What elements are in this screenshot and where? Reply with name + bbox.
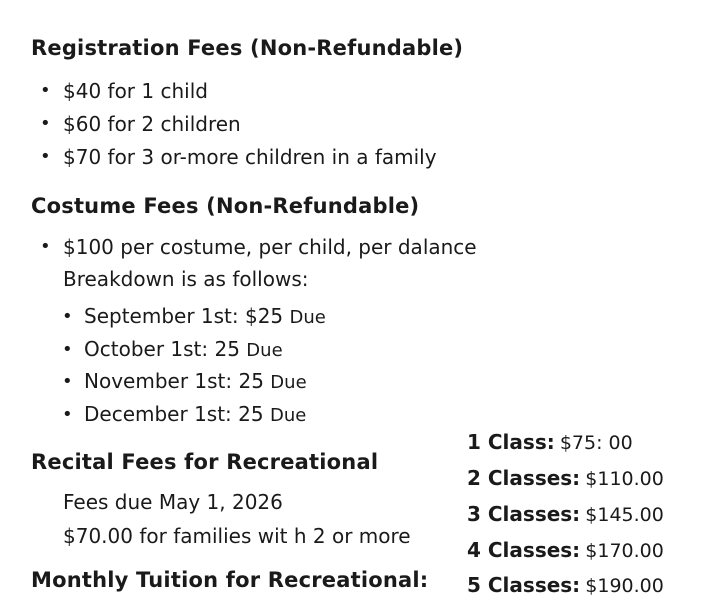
bullet-icon: • [62,371,73,392]
registration-item: $40 for 1 child [63,79,208,103]
bullet-icon: • [40,236,51,257]
bullet-icon: • [40,80,51,101]
bullet-icon: • [40,113,51,134]
registration-heading: Registration Fees (Non-Refundable) [31,36,464,60]
tuition-rate-price: $110.00 [585,468,664,490]
tuition-rate-row [467,502,664,526]
recital-heading: Recital Fees for Recreational [31,450,379,474]
costume-schedule-item: November 1st: 25 Due [84,369,307,393]
tuition-rate-row [467,430,633,454]
tuition-rate-price: $75: 00 [559,432,633,454]
bullet-icon: • [62,306,73,327]
recital-line: $70.00 for families wit h 2 or more [63,524,411,548]
bullet-icon: • [40,146,51,167]
registration-item: $70 for 3 or-more children in a family [63,145,437,169]
costume-heading: Costume Fees (Non-Refundable) [31,194,420,218]
tuition-rate-price: $190.00 [585,575,664,597]
costume-breakdown-label: Breakdown is as follows: [63,267,309,291]
tuition-heading: Monthly Tuition for Recreational: [31,568,429,592]
registration-item: $60 for 2 children [63,112,241,136]
tuition-rate-row [467,573,664,597]
tuition-rate-label: 4 Classes: [467,538,581,562]
costume-item: $100 per costume, per child, per dalance [63,235,477,259]
tuition-rate-label: 5 Classes: [467,573,581,597]
recital-line: Fees due May 1, 2026 [63,490,283,514]
bullet-icon: • [62,339,73,360]
tuition-rate-price: $170.00 [585,540,664,562]
tuition-rate-row [467,466,664,490]
tuition-rate-price: $145.00 [585,504,664,526]
tuition-rate-row [467,538,664,562]
costume-schedule-item: October 1st: 25 Due [84,337,283,361]
bullet-icon: • [62,404,73,425]
tuition-rate-label: 1 Class: [467,430,555,454]
costume-schedule-item: September 1st: $25 Due [84,304,326,328]
tuition-rate-label: 2 Classes: [467,466,581,490]
costume-schedule-item: December 1st: 25 Due [84,402,307,426]
tuition-rate-label: 3 Classes: [467,502,581,526]
